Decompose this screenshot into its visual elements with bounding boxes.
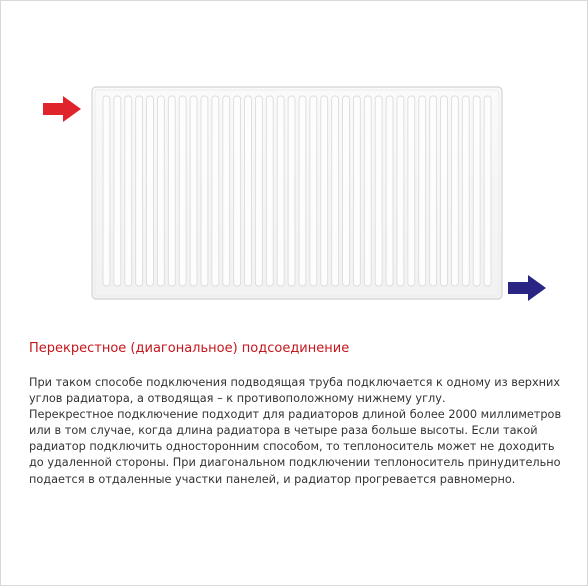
- radiator-fin: [332, 96, 339, 286]
- radiator-fin: [114, 96, 121, 286]
- radiator-fin: [223, 96, 230, 286]
- radiator-fin: [419, 96, 426, 286]
- radiator-fin: [190, 96, 197, 286]
- radiator-illustration: [41, 81, 551, 311]
- radiator-fin: [408, 96, 415, 286]
- radiator-fin: [462, 96, 469, 286]
- radiator-fin: [430, 96, 437, 286]
- radiator-fin: [288, 96, 295, 286]
- radiator-fin: [103, 96, 110, 286]
- paragraph-line: до удаленной стороны. При диагональном подключении теплоноситель принудительно: [29, 456, 561, 470]
- radiator-fin: [136, 96, 143, 286]
- radiator-fin: [473, 96, 480, 286]
- radiator-fin: [201, 96, 208, 286]
- radiator-fin: [245, 96, 252, 286]
- radiator-fin: [321, 96, 328, 286]
- radiator-fin: [441, 96, 448, 286]
- paragraph-line: подается в отдаленные участки панелей, и радиатор прогревается равномерно.: [29, 472, 516, 486]
- radiator-fin: [255, 96, 262, 286]
- radiator-fin: [299, 96, 306, 286]
- radiator-fin: [386, 96, 393, 286]
- radiator-fin: [168, 96, 175, 286]
- paragraph-line: Перекрестное подключение подходит для радиаторов длиной более 2000 миллиметров: [29, 408, 562, 422]
- paragraph-line: При таком способе подключения подводящая труба подключается к одному из верхних: [29, 376, 561, 389]
- radiator-fin: [212, 96, 219, 286]
- radiator-fin: [451, 96, 458, 286]
- radiator-fin: [375, 96, 382, 286]
- outlet-arrow-icon: [506, 273, 548, 303]
- radiator-fin: [266, 96, 273, 286]
- paragraph-line: или в том случае, когда длина радиатора в четыре раза больше высоты. Если такой: [29, 424, 538, 438]
- radiator-fin: [397, 96, 404, 286]
- description-paragraph: [29, 375, 569, 488]
- radiator-fin: [343, 96, 350, 286]
- radiator-fin: [364, 96, 371, 286]
- radiator-fin: [484, 96, 491, 286]
- radiator-fin: [179, 96, 186, 286]
- paragraph-line: углов радиатора, а отводящая – к противоположному нижнему углу.: [29, 392, 446, 406]
- radiator-fin: [310, 96, 317, 286]
- section-heading: Перекрестное (диагональное) подсоединение: [29, 341, 350, 356]
- inlet-arrow-icon: [41, 94, 83, 124]
- radiator-fin: [234, 96, 241, 286]
- paragraph-line: радиатор подключить односторонним способом, то теплоноситель может не доходить: [29, 440, 555, 454]
- radiator-fin: [277, 96, 284, 286]
- radiator-fin: [157, 96, 164, 286]
- radiator-fin: [147, 96, 154, 286]
- radiator-panel: [91, 86, 503, 300]
- radiator-fin: [125, 96, 132, 286]
- radiator-fin: [353, 96, 360, 286]
